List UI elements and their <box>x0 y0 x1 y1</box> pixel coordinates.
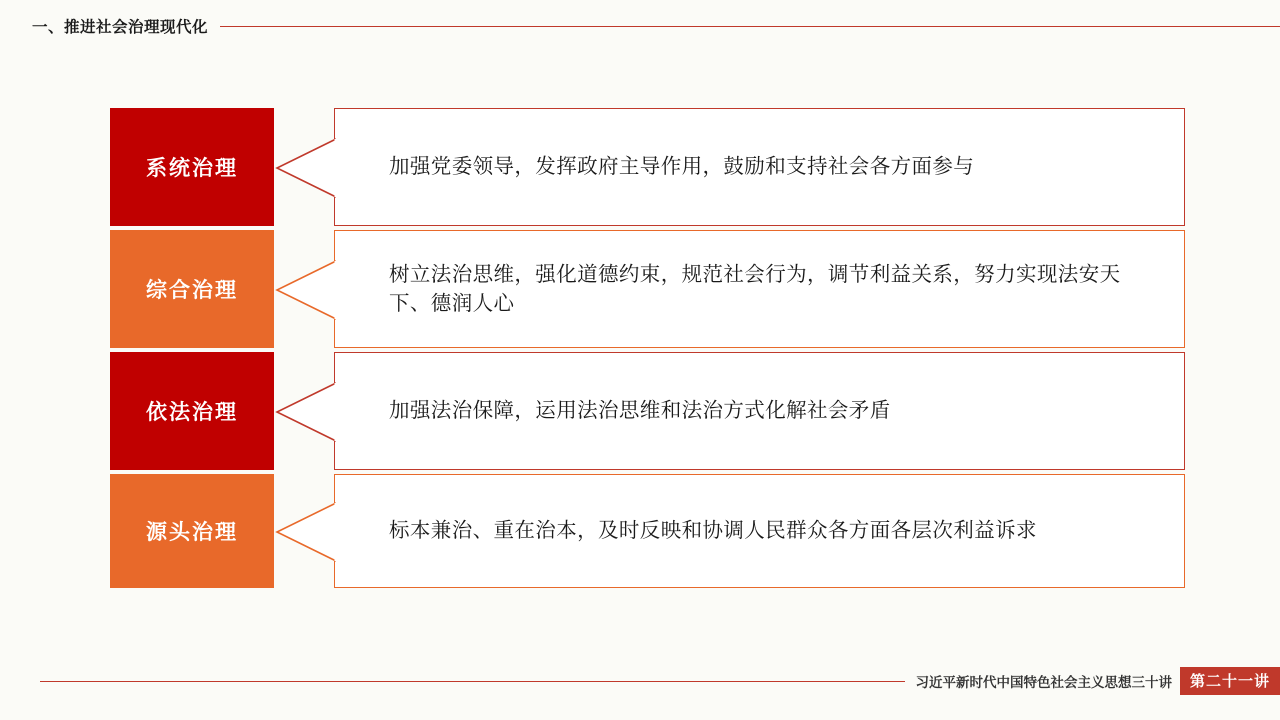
diagram-row <box>110 352 1185 470</box>
row-label-box[interactable] <box>110 474 274 588</box>
diagram-row <box>110 474 1185 588</box>
row-label-text: 源头治理 <box>146 521 238 544</box>
slide-header <box>32 14 1280 38</box>
row-label-box[interactable] <box>110 108 274 226</box>
row-label-text: 系统治理 <box>146 157 238 180</box>
callout-beak-icon <box>275 109 337 225</box>
footer-series-title: 习近平新时代中国特色社会主义思想三十讲 <box>915 675 1172 690</box>
footer-divider <box>40 681 905 682</box>
row-content-box[interactable] <box>334 474 1185 588</box>
diagram-row <box>110 108 1185 226</box>
callout-beak-icon <box>275 353 337 469</box>
governance-diagram <box>110 108 1185 588</box>
page-title: 一、推进社会治理现代化 <box>32 19 209 36</box>
callout-beak-icon <box>275 231 337 347</box>
row-label-text: 综合治理 <box>146 279 238 302</box>
row-content-box[interactable] <box>334 230 1185 348</box>
row-content-box[interactable] <box>334 108 1185 226</box>
diagram-row <box>110 230 1185 348</box>
row-label-text: 依法治理 <box>146 401 238 424</box>
slide-footer <box>40 668 1280 694</box>
row-content-text: 加强党委领导，发挥政府主导作用，鼓励和支持社会各方面参与 <box>389 155 975 179</box>
callout-beak-icon <box>275 475 337 587</box>
row-content-text: 标本兼治、重在治本，及时反映和协调人民群众各方面各层次利益诉求 <box>389 519 1037 543</box>
footer-lecture-badge: 第二十一讲 <box>1180 667 1280 695</box>
row-content-box[interactable] <box>334 352 1185 470</box>
row-content-text: 树立法治思维，强化道德约束，规范社会行为，调节利益关系，努力实现法安天下、德润人心 <box>389 262 1121 315</box>
row-label-box[interactable] <box>110 230 274 348</box>
row-label-box[interactable] <box>110 352 274 470</box>
header-divider <box>220 26 1280 27</box>
row-content-text: 加强法治保障，运用法治思维和法治方式化解社会矛盾 <box>389 399 891 423</box>
